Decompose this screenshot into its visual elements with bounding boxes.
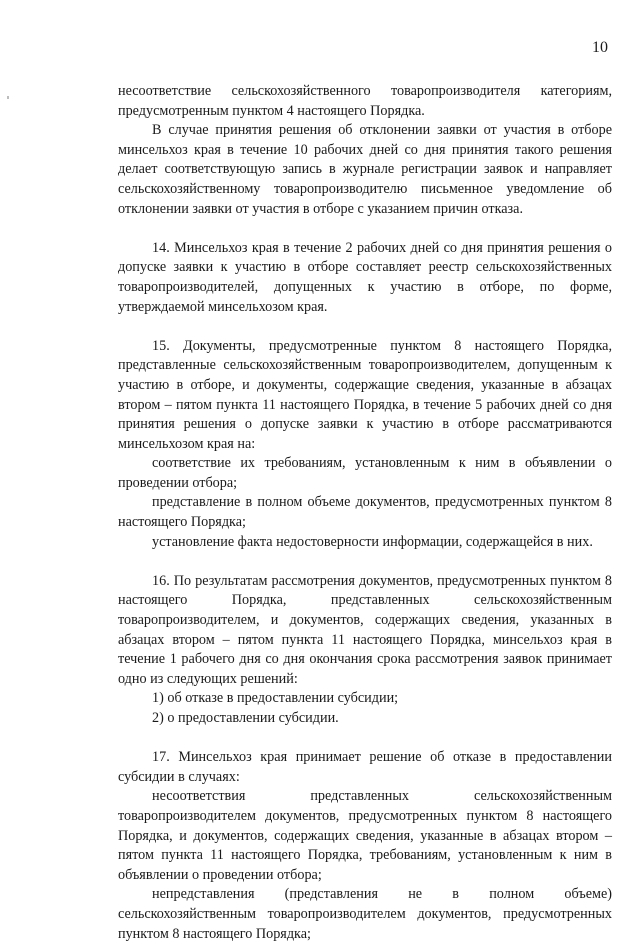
paragraph: В случае принятия решения об отклонении заявки от участия в отборе минсельхоз края в течение 10 рабочих дней со дня принятия такого решения делает соответствующую запись в журнале регистрации заявок и направляет сельскохозяйственному товаропроизводителю письменное уведомление об отклонении заявки от участия в отборе с указанием причин отказа.: [118, 122, 612, 217]
scan-mark: [7, 96, 9, 99]
paragraph-clause-14: 14. Минсельхоз края в течение 2 рабочих дней со дня принятия решения о допуске заявки к участию в отборе составляет реестр сельскохозяйственных товаропроизводителей, допущенных к участию в отборе, по форме, утверждаемой минсельхозом края.: [118, 239, 612, 315]
paragraph: установление факта недостоверности информации, содержащейся в них.: [152, 533, 593, 550]
paragraph: непредставления (представления не в полном объеме) сельскохозяйственным товаропроизводителем документов, предусмотренных пунктом 8 настоящего Порядка;: [118, 886, 612, 942]
list-item: 2) о предоставлении субсидии.: [152, 710, 339, 726]
paragraph: соответствие их требованиям, установленным к ним в объявлении о проведении отбора;: [118, 455, 612, 491]
list-item: 1) об отказе в предоставлении субсидии;: [152, 690, 399, 707]
page-number: 10: [592, 39, 608, 56]
paragraph: несоответствие сельскохозяйственного товаропроизводителя категориям, предусмотренным пунктом 4 настоящего Порядка.: [118, 83, 612, 119]
paragraph-clause-17: 17. Минсельхоз края принимает решение об отказе в предоставлении субсидии в случаях:: [118, 749, 612, 785]
paragraph: несоответствия представленных сельскохозяйственным товаропроизводителем документов, предусмотренных пунктом 8 настоящего Порядка, и документов, содержащих сведения, указанные в абзацах втором – пятом пункта 11 настоящего Порядка, требованиям, установленным к ним в объявлении о проведении отбора;: [118, 788, 612, 883]
paragraph-clause-15: 15. Документы, предусмотренные пунктом 8 настоящего Порядка, представленные сельскохозяйственным товаропроизводителем, допущенным к участию в отборе, и документы, содержащие сведения, указанные в абзацах втором – пятом пункта 11 настоящего Порядка, в течение 5 рабочих дней со дня принятия решения о допуске заявки к участию в отборе рассматриваются минсельхозом края на:: [118, 337, 612, 452]
document-body: [118, 82, 612, 944]
paragraph-clause-16: 16. По результатам рассмотрения документов, предусмотренных пунктом 8 настоящего Порядка, представленных сельскохозяйственным товаропроизводителем, и документов, содержащих сведения, указанных в абзацах втором – пятом пункта 11 настоящего Порядка, минсельхоз края в течение 1 рабочего дня со дня окончания срока рассмотрения заявок принимает одно из следующих решений:: [118, 572, 612, 687]
paragraph: представление в полном объеме документов, предусмотренных пунктом 8 настоящего Порядка;: [118, 494, 612, 531]
